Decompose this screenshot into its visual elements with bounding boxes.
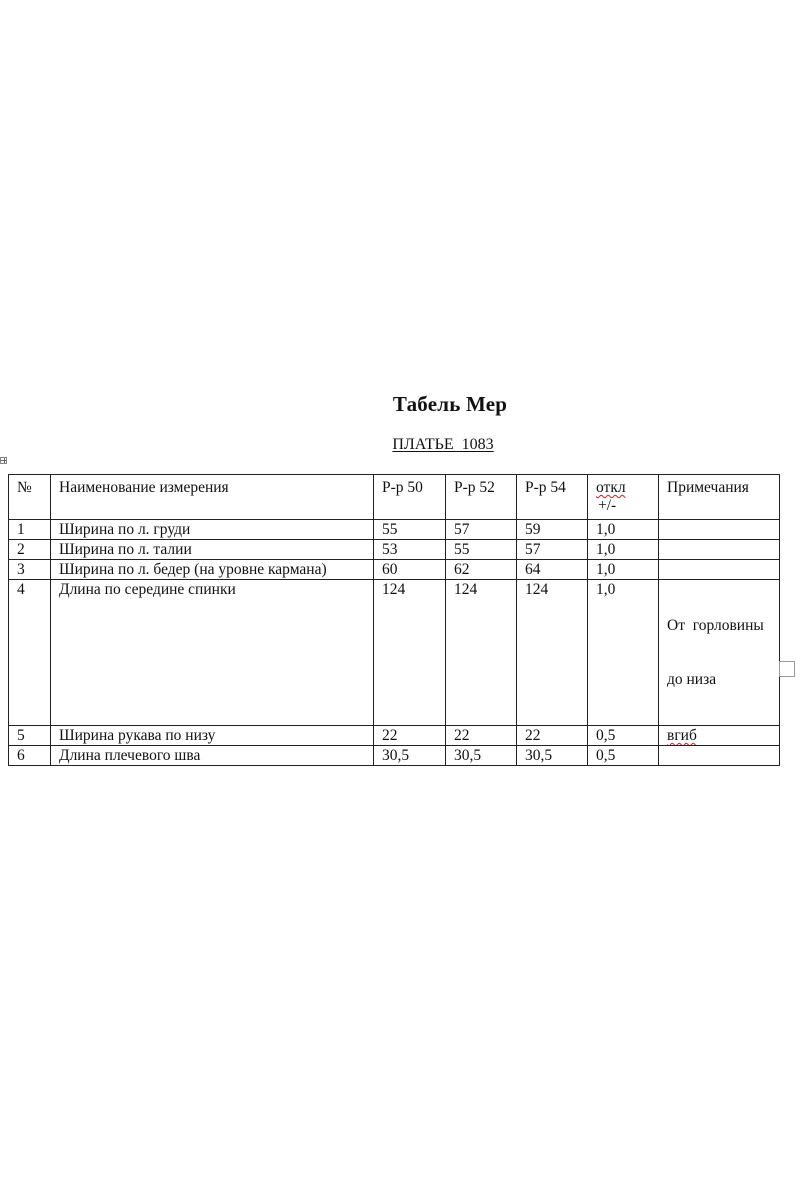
cell-note bbox=[659, 560, 780, 580]
cell-name: Ширина по л. бедер (на уровне кармана) bbox=[51, 560, 374, 580]
cell-num: 2 bbox=[9, 540, 51, 560]
cell-size52: 57 bbox=[446, 520, 517, 540]
cell-size50: 124 bbox=[374, 580, 446, 726]
header-tolerance-line1: откл bbox=[596, 479, 626, 496]
cell-num: 5 bbox=[9, 726, 51, 746]
header-cell-size52: Р-р 52 bbox=[446, 475, 517, 520]
cell-size54: 57 bbox=[517, 540, 588, 560]
cell-name: Длина по середине спинки bbox=[51, 580, 374, 726]
document-subtitle-text: ПЛАТЬЕ 1083 bbox=[392, 436, 494, 453]
cell-size54: 64 bbox=[517, 560, 588, 580]
cell-size52: 55 bbox=[446, 540, 517, 560]
header-cell-notes: Примечания bbox=[659, 475, 780, 520]
header-cell-tolerance bbox=[588, 475, 659, 520]
table-header-row bbox=[9, 475, 780, 520]
cell-size54: 59 bbox=[517, 520, 588, 540]
cell-size54: 22 bbox=[517, 726, 588, 746]
cell-size50: 53 bbox=[374, 540, 446, 560]
cell-note bbox=[659, 726, 780, 746]
cell-note bbox=[659, 520, 780, 540]
cell-num: 3 bbox=[9, 560, 51, 580]
cell-size52: 124 bbox=[446, 580, 517, 726]
cell-size50: 22 bbox=[374, 726, 446, 746]
cell-size52: 22 bbox=[446, 726, 517, 746]
cell-note bbox=[659, 540, 780, 560]
cell-size50: 55 bbox=[374, 520, 446, 540]
cell-note-text: вгиб bbox=[667, 727, 697, 744]
table-resize-handle-icon[interactable] bbox=[779, 661, 795, 677]
cell-note-line1: От горловины bbox=[667, 617, 764, 634]
cell-tolerance: 0,5 bbox=[588, 726, 659, 746]
cell-size54: 30,5 bbox=[517, 746, 588, 766]
cell-name: Ширина рукава по низу bbox=[51, 726, 374, 746]
cell-note-line2: до низа bbox=[667, 671, 717, 688]
cell-tolerance: 1,0 bbox=[588, 540, 659, 560]
table-row bbox=[9, 560, 780, 580]
table-move-handle-icon[interactable] bbox=[0, 457, 7, 464]
table-row bbox=[9, 746, 780, 766]
cell-name: Длина плечевого шва bbox=[51, 746, 374, 766]
cell-name: Ширина по л. груди bbox=[51, 520, 374, 540]
cell-size50: 60 bbox=[374, 560, 446, 580]
cell-tolerance: 1,0 bbox=[588, 520, 659, 540]
header-cell-name: Наименование измерения bbox=[51, 475, 374, 520]
header-cell-size50: Р-р 50 bbox=[374, 475, 446, 520]
cell-num: 4 bbox=[9, 580, 51, 726]
document-subtitle bbox=[0, 436, 800, 454]
cell-tolerance: 1,0 bbox=[588, 560, 659, 580]
cell-tolerance: 0,5 bbox=[588, 746, 659, 766]
cell-num: 1 bbox=[9, 520, 51, 540]
cell-size54: 124 bbox=[517, 580, 588, 726]
cell-num: 6 bbox=[9, 746, 51, 766]
table-row bbox=[9, 580, 780, 726]
cell-size52: 62 bbox=[446, 560, 517, 580]
cell-tolerance: 1,0 bbox=[588, 580, 659, 726]
header-cell-size54: Р-р 54 bbox=[517, 475, 588, 520]
measurements-table bbox=[8, 474, 780, 766]
cell-note bbox=[659, 580, 780, 726]
header-tolerance-line2: +/- bbox=[598, 497, 617, 514]
header-cell-num: № bbox=[9, 475, 51, 520]
table-row bbox=[9, 540, 780, 560]
document-title: Табель Мер bbox=[392, 392, 508, 416]
table-row bbox=[9, 520, 780, 540]
cell-name: Ширина по л. талии bbox=[51, 540, 374, 560]
cell-size52: 30,5 bbox=[446, 746, 517, 766]
cell-size50: 30,5 bbox=[374, 746, 446, 766]
cell-note bbox=[659, 746, 780, 766]
table-row bbox=[9, 726, 780, 746]
